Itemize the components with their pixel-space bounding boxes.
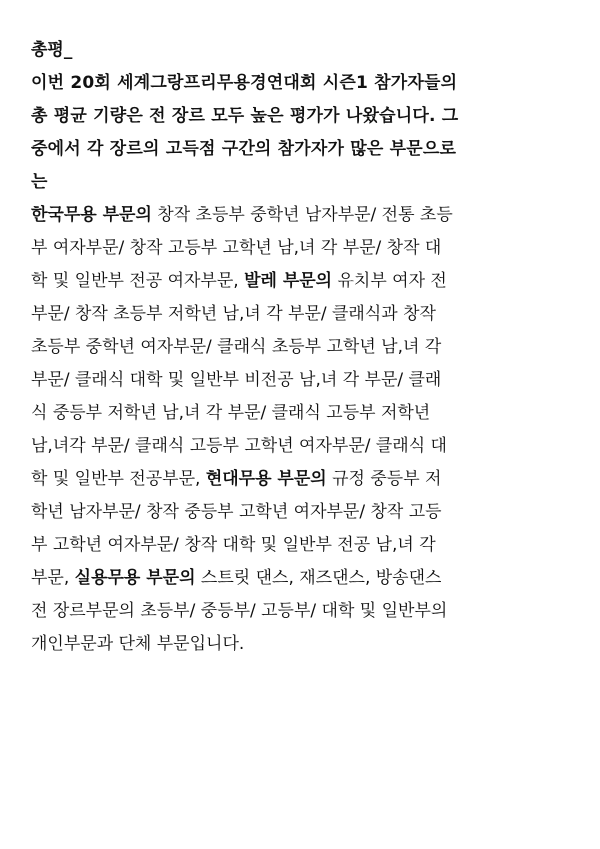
body-line [31, 496, 576, 529]
body-line [31, 298, 576, 331]
body-line [31, 199, 576, 232]
body-text-segment: 초등부 중학년 여자부문/ 클래식 초등부 고학년 남,녀 각 [31, 337, 442, 357]
category-label-practical-dance: 실용무용 부문의 [74, 568, 196, 588]
category-label-modern-dance: 현대무용 부문의 [205, 469, 327, 489]
body-line [31, 628, 576, 661]
intro-line: 중에서 각 장르의 고득점 구간의 참가자가 많은 부문으로 [31, 139, 457, 159]
body-text-segment: 학년 남자부문/ 창작 중등부 고학년 여자부문/ 창작 고등 [31, 502, 442, 522]
body-line [31, 562, 576, 595]
body-text-segment: 창작 초등부 중학년 남자부문/ 전통 초등 [151, 205, 453, 225]
body-text-segment: 규정 중등부 저 [326, 469, 442, 489]
body-line [31, 397, 576, 430]
body-line [31, 232, 576, 265]
body-text-segment: 스트릿 댄스, 재즈댄스, 방송댄스 [195, 568, 442, 588]
body-text-segment: 부문/ 클래식 대학 및 일반부 비전공 남,녀 각 부문/ 클래 [31, 370, 442, 390]
intro-line: 이번 20회 세계그랑프리무용경연대회 시즌1 참가자들의 [31, 73, 458, 93]
body-text-segment: 전 장르부문의 초등부/ 중등부/ 고등부/ 대학 및 일반부의 [31, 601, 448, 621]
body-line [31, 364, 576, 397]
intro-line: 총 평균 기량은 전 장르 모두 높은 평가가 나왔습니다. 그 [31, 106, 459, 126]
body-text-segment: 부 고학년 여자부문/ 창작 대학 및 일반부 전공 남,녀 각 [31, 535, 436, 555]
body-text-segment: 학 및 일반부 전공 여자부문, [31, 271, 245, 291]
category-label-korean-dance: 한국무용 부문의 [31, 205, 152, 225]
body-line [31, 331, 576, 364]
body-line [31, 265, 576, 298]
body-text-segment: 개인부문과 단체 부문입니다. [31, 634, 245, 654]
body-text-segment: 식 중등부 저학년 남,녀 각 부문/ 클래식 고등부 저학년 [31, 403, 431, 423]
body-line [31, 529, 576, 562]
category-list-paragraph [31, 199, 576, 661]
body-line [31, 430, 576, 463]
body-text-segment: 부문/ 창작 초등부 저학년 남,녀 각 부문/ 클래식과 창작 [31, 304, 436, 324]
body-text-segment: 부 여자부문/ 창작 고등부 고학년 남,녀 각 부문/ 창작 대 [31, 238, 442, 258]
body-text-segment: 학 및 일반부 전공부문, [31, 469, 206, 489]
document-page [31, 34, 576, 661]
body-line [31, 463, 576, 496]
body-text-segment: 유치부 여자 전 [332, 271, 447, 291]
body-text-segment: 남,녀각 부문/ 클래식 고등부 고학년 여자부문/ 클래식 대 [31, 436, 447, 456]
body-line [31, 595, 576, 628]
category-label-ballet: 발레 부문의 [244, 271, 333, 291]
intro-paragraph [31, 67, 576, 199]
summary-heading: 총평_ [31, 40, 73, 60]
intro-line: 는 [31, 172, 48, 192]
body-text-segment: 부문, [31, 568, 75, 588]
